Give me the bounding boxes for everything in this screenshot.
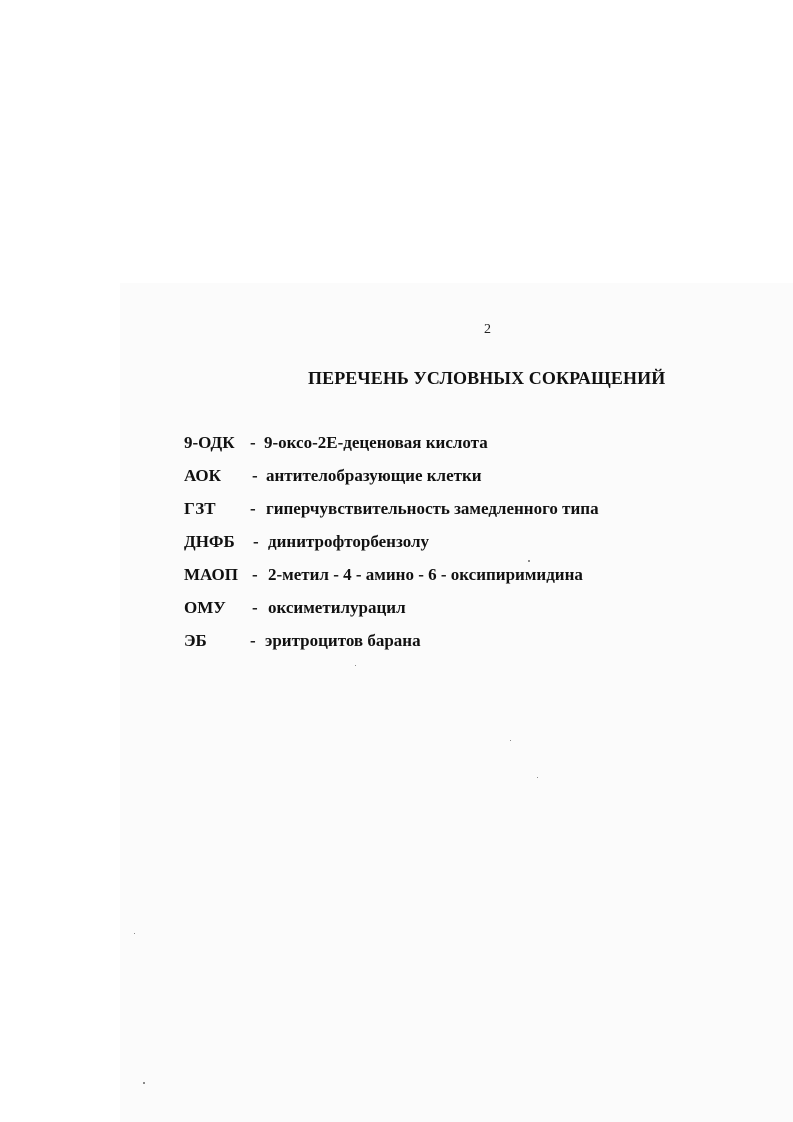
abbreviation-term: ОМУ	[184, 598, 226, 617]
abbreviation-definition: оксиметилурацил	[268, 598, 406, 617]
abbreviation-definition: динитрофторбензолу	[268, 532, 430, 551]
abbreviation-term: ДНФБ	[184, 532, 235, 551]
abbreviation-dash: -	[250, 631, 256, 650]
scan-speck	[537, 777, 538, 778]
abbreviation-dash: -	[252, 598, 258, 617]
scan-speck	[528, 560, 530, 562]
scan-speck	[134, 933, 135, 934]
page-number: 2	[484, 322, 491, 337]
page-title: ПЕРЕЧЕНЬ УСЛОВНЫХ СОКРАЩЕНИЙ	[308, 368, 666, 388]
abbreviation-definition: 2-метил - 4 - амино - 6 - оксипиримидина	[268, 565, 583, 584]
abbreviation-dash: -	[250, 433, 256, 452]
abbreviation-dash: -	[250, 499, 256, 518]
abbreviation-dash: -	[252, 565, 258, 584]
abbreviation-dash: -	[252, 466, 258, 485]
scan-speck	[355, 665, 356, 666]
scanned-page-area	[120, 283, 793, 1122]
abbreviation-definition: 9-оксо-2Е-деценовая кислота	[264, 433, 488, 452]
abbreviation-dash: -	[253, 532, 259, 551]
abbreviation-term: ЭБ	[184, 631, 207, 650]
abbreviation-definition: антителобразующие клетки	[266, 466, 482, 485]
scan-speck	[143, 1082, 145, 1084]
abbreviation-definition: эритроцитов барана	[265, 631, 421, 650]
abbreviation-term: МАОП	[184, 565, 238, 584]
abbreviation-term: ГЗТ	[184, 499, 216, 518]
abbreviation-definition: гиперчувствительность замедленного типа	[266, 499, 599, 518]
abbreviation-term: 9-ОДК	[184, 433, 235, 452]
abbreviation-term: АОК	[184, 466, 221, 485]
scan-speck	[510, 740, 511, 741]
